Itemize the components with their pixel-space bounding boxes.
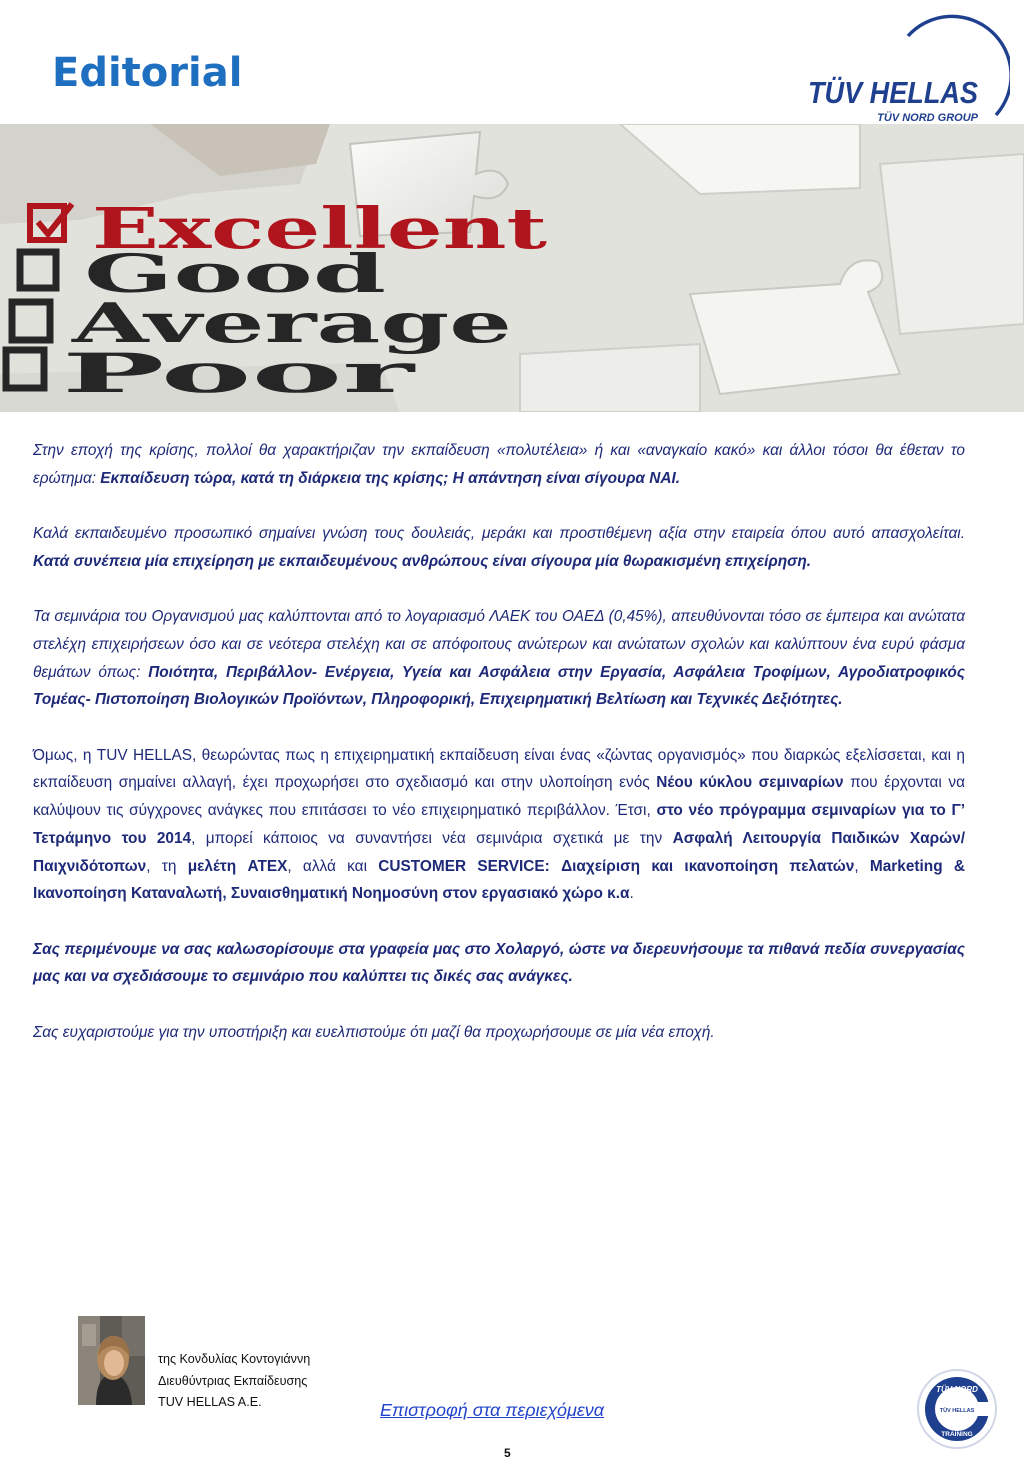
paragraph-text: , μπορεί κάποιος να συναντήσει νέα σεμινάρια σχετικά με την (191, 829, 673, 847)
paragraph-emphasis: Νέου κύκλου σεμιναρίων (656, 774, 844, 792)
rating-average-label: Average (70, 291, 513, 355)
paragraph-emphasis: Marketing & Ικανοποίηση Καταναλωτή, Συναισθηματική Νοημοσύνη στον εργασιακό χώρο κ.α (33, 857, 965, 903)
rating-good-label: Good (84, 244, 386, 305)
author-name: της Κονδυλίας Κοντογιάννη (158, 1352, 311, 1366)
back-to-contents-link[interactable]: Επιστροφή στα περιεχόμενα (380, 1400, 605, 1420)
hero-image (0, 124, 1024, 412)
author-info (158, 1349, 310, 1414)
paragraph-emphasis: Εκπαίδευση τώρα, κατά τη διάρκεια της κρίσης; Η απάντηση είναι σίγουρα ΝΑΙ. (100, 469, 681, 487)
tuv-nord-training-badge-icon (916, 1368, 998, 1450)
paragraph-emphasis: Ποιότητα, Περιβάλλον- Ενέργεια, Υγεία και Ασφάλεια στην Εργασία, Ασφάλεια Τροφίμων, Αγροδιατροφικός Τομέας- Πιστοποίηση Βιολογικών Προϊόντων, Πληροφορική, Επιχειρηματική Βελτίωση και Τεχνικές Δεξιότητες. (33, 663, 965, 709)
paragraph-crisis (33, 437, 965, 492)
paragraph-text: , (854, 857, 870, 875)
author-company: TUV HELLAS A.E. (158, 1395, 262, 1409)
paragraph-emphasis: Κατά συνέπεια μία επιχείρηση με εκπαιδευμένους ανθρώπους είναι σίγουρα μία θωρακισμένη επιχείρηση. (33, 552, 812, 570)
author-role: Διευθύντριας Εκπαίδευσης (158, 1373, 308, 1388)
logo-group-text: TÜV NORD GROUP (877, 112, 978, 124)
rating-excellent-label: Excellent (92, 196, 548, 262)
page-number: 5 (504, 1446, 511, 1460)
paragraph-thanks: Σας ευχαριστούμε για την υποστήριξη και ευελπιστούμε ότι μαζί θα προχωρήσουμε σε μία νέα εποχή. (33, 1023, 715, 1041)
badge-bottom-text: TRAINING (941, 1431, 973, 1438)
badge-top-text: TÜV NORD (936, 1385, 978, 1394)
paragraph-emphasis: μελέτη ATEX (187, 857, 288, 875)
paragraph-trained-staff (33, 520, 965, 575)
paragraph-text: , αλλά και (287, 857, 379, 875)
evaluation-checklist-puzzle-icon (0, 124, 1024, 412)
paragraph-emphasis: CUSTOMER SERVICE: Διαχείριση και ικανοποίηση πελατών (378, 857, 855, 875)
puzzle-piece (520, 344, 700, 412)
paragraph-text: Καλά εκπαιδευμένο προσωπικό σημαίνει γνώση τους δουλειάς, μεράκι και προστιθέμενη αξία στην εταιρεία όπου αυτό απασχολείται. (33, 525, 965, 543)
paragraph-text: . (629, 885, 634, 903)
paragraph-emphasis: Ασφαλή Λειτουργία Παιδικών Χαρών/ Παιχνιδότοπων (33, 829, 965, 875)
paragraph-seminars (33, 603, 965, 714)
badge-middle-text: TÜV HELLAS (939, 1408, 975, 1414)
tuv-hellas-logo (800, 14, 1010, 124)
logo-wordmark: TÜV HELLAS (808, 75, 979, 110)
paragraph-new-programme (33, 742, 965, 908)
author-portrait-icon (78, 1316, 145, 1405)
paragraph-text: , τη (146, 857, 188, 875)
paragraph-text: Στην εποχή της κρίσης, πολλοί θα χαρακτήριζαν την εκπαίδευση «πολυτέλεια» ή και «αναγκαίο κακό» και άλλοι τόσοι θα έθεταν το ερώτημα: (33, 442, 965, 487)
paragraph-text: Όμως, η TUV HELLAS, θεωρώντας πως η επιχειρηματική εκπαίδευση είναι ένας «ζώντας οργανισμός» που διαρκώς εξελίσσεται, και η εκπαίδευση σημαίνει αλλαγή, έχει προχωρήσει στο σχεδιασμό και στην υλοποίηση ενός (33, 746, 965, 792)
page-title: Editorial (52, 50, 243, 96)
paragraph-text: που έρχονται να καλύψουν τις σύγχρονες ανάγκες που επιτάσσει το νέο επιχειρηματικό περιβάλλον. Έτσι, (33, 774, 965, 820)
rating-poor-label: Poor (62, 341, 416, 405)
editorial-body (33, 437, 965, 1074)
paragraph-emphasis: στο νέο πρόγραμμα σεμιναρίων για το Γ’ Τετράμηνο του 2014 (33, 802, 965, 847)
paragraph-invitation: Σας περιμένουμε να σας καλωσορίσουμε στα γραφεία μας στο Χολαργό, ώστε να διερευνήσουμε τα πιθανά πεδία συνεργασίας μας και να σχεδιάσουμε το σεμινάριο που καλύπτει τις δικές σας ανάγκες. (33, 940, 965, 986)
puzzle-piece (880, 154, 1024, 334)
paragraph-text: Τα σεμινάρια του Οργανισμού μας καλύπτονται από το λογαριασμό ΛΑΕΚ του ΟΑΕΔ (0,45%), απευθύνονται τόσο σε έμπειρα και ανώτατα στελέχη επιχειρήσεων όσο και σε νεότερα στελέχη και σε απόφοιτους ανώτερων και ανώτατων σχολών και καλύπτουν ένα ευρύ φάσμα θεμάτων όπως: (33, 608, 965, 681)
